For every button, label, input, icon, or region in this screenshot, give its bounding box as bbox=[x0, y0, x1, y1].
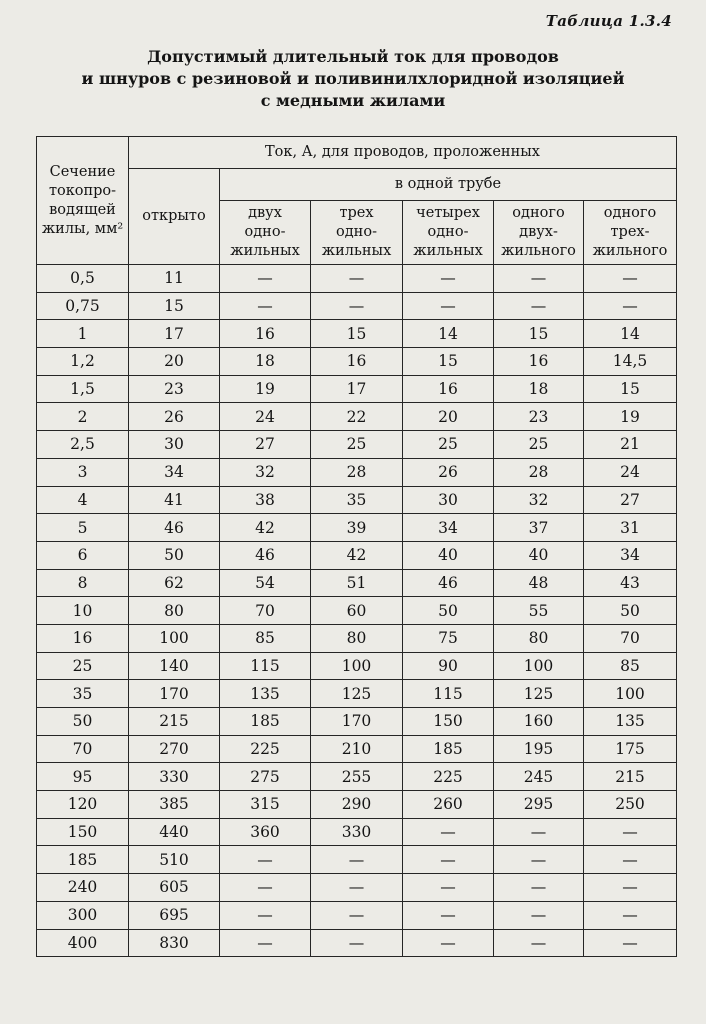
one-two-core-cell: — bbox=[494, 874, 584, 902]
four-single-cell: — bbox=[403, 292, 494, 320]
open-cell: 440 bbox=[129, 818, 220, 846]
four-single-cell: 30 bbox=[403, 486, 494, 514]
open-cell: 385 bbox=[129, 791, 220, 819]
four-single-cell: 34 bbox=[403, 514, 494, 542]
three-single-cell: — bbox=[311, 929, 403, 957]
two-single-cell: 360 bbox=[220, 818, 311, 846]
open-cell: 46 bbox=[129, 514, 220, 542]
open-cell: 140 bbox=[129, 652, 220, 680]
one-three-core-cell: 215 bbox=[584, 763, 677, 791]
one-two-core-cell: — bbox=[494, 292, 584, 320]
four-single-cell: 40 bbox=[403, 541, 494, 569]
three-single-cell: 170 bbox=[311, 708, 403, 736]
one-two-core-cell: — bbox=[494, 901, 584, 929]
one-three-core-cell: — bbox=[584, 929, 677, 957]
two-single-cell: 135 bbox=[220, 680, 311, 708]
one-three-core-cell: 85 bbox=[584, 652, 677, 680]
one-two-core-cell: 245 bbox=[494, 763, 584, 791]
four-single-cell: 150 bbox=[403, 708, 494, 736]
four-single-cell: 185 bbox=[403, 735, 494, 763]
one-two-core-cell: — bbox=[494, 818, 584, 846]
section-cell: 150 bbox=[37, 818, 129, 846]
section-cell: 4 bbox=[37, 486, 129, 514]
two-single-cell: 32 bbox=[220, 458, 311, 486]
one-three-core-cell: 14,5 bbox=[584, 348, 677, 376]
four-single-cell: 14 bbox=[403, 320, 494, 348]
four-single-cell: 20 bbox=[403, 403, 494, 431]
two-single-cell: — bbox=[220, 292, 311, 320]
section-cell: 25 bbox=[37, 652, 129, 680]
table-row bbox=[37, 929, 677, 957]
header-in-pipe: в одной трубе bbox=[220, 169, 677, 201]
open-cell: 62 bbox=[129, 569, 220, 597]
table-title bbox=[0, 46, 706, 112]
open-cell: 330 bbox=[129, 763, 220, 791]
section-cell: 6 bbox=[37, 541, 129, 569]
section-cell: 400 bbox=[37, 929, 129, 957]
three-single-cell: 25 bbox=[311, 431, 403, 459]
two-single-cell: 24 bbox=[220, 403, 311, 431]
two-single-cell: 19 bbox=[220, 375, 311, 403]
one-two-core-cell: 80 bbox=[494, 624, 584, 652]
one-three-core-cell: 24 bbox=[584, 458, 677, 486]
one-two-core-cell: — bbox=[494, 929, 584, 957]
one-two-core-cell: 40 bbox=[494, 541, 584, 569]
open-cell: 215 bbox=[129, 708, 220, 736]
section-cell: 16 bbox=[37, 624, 129, 652]
section-cell: 0,75 bbox=[37, 292, 129, 320]
table-row bbox=[37, 403, 677, 431]
one-two-core-cell: 195 bbox=[494, 735, 584, 763]
two-single-cell: 38 bbox=[220, 486, 311, 514]
one-two-core-cell: 48 bbox=[494, 569, 584, 597]
four-single-cell: 26 bbox=[403, 458, 494, 486]
open-cell: 15 bbox=[129, 292, 220, 320]
current-table-wrapper bbox=[36, 136, 677, 957]
one-three-core-cell: 250 bbox=[584, 791, 677, 819]
section-cell: 300 bbox=[37, 901, 129, 929]
three-single-cell: 17 bbox=[311, 375, 403, 403]
open-cell: 26 bbox=[129, 403, 220, 431]
section-cell: 1,2 bbox=[37, 348, 129, 376]
header-open: открыто bbox=[129, 169, 220, 265]
three-single-cell: 16 bbox=[311, 348, 403, 376]
two-single-cell: 70 bbox=[220, 597, 311, 625]
section-cell: 0,5 bbox=[37, 265, 129, 293]
three-single-cell: — bbox=[311, 846, 403, 874]
three-single-cell: 100 bbox=[311, 652, 403, 680]
open-cell: 20 bbox=[129, 348, 220, 376]
open-cell: 170 bbox=[129, 680, 220, 708]
section-cell: 2,5 bbox=[37, 431, 129, 459]
one-three-core-cell: — bbox=[584, 901, 677, 929]
three-single-cell: — bbox=[311, 901, 403, 929]
header-col-two-single: двух одно- жильных bbox=[220, 201, 311, 265]
four-single-cell: 50 bbox=[403, 597, 494, 625]
four-single-cell: 25 bbox=[403, 431, 494, 459]
one-three-core-cell: — bbox=[584, 292, 677, 320]
one-three-core-cell: 14 bbox=[584, 320, 677, 348]
two-single-cell: 225 bbox=[220, 735, 311, 763]
table-row bbox=[37, 735, 677, 763]
three-single-cell: 35 bbox=[311, 486, 403, 514]
three-single-cell: 42 bbox=[311, 541, 403, 569]
section-cell: 50 bbox=[37, 708, 129, 736]
two-single-cell: 27 bbox=[220, 431, 311, 459]
section-cell: 1 bbox=[37, 320, 129, 348]
current-table bbox=[36, 136, 677, 957]
three-single-cell: — bbox=[311, 292, 403, 320]
table-row bbox=[37, 597, 677, 625]
one-two-core-cell: 16 bbox=[494, 348, 584, 376]
header-col-four-single: четырех одно- жильных bbox=[403, 201, 494, 265]
four-single-cell: 46 bbox=[403, 569, 494, 597]
table-row bbox=[37, 624, 677, 652]
table-body bbox=[37, 265, 677, 957]
open-cell: 80 bbox=[129, 597, 220, 625]
table-row bbox=[37, 680, 677, 708]
one-three-core-cell: 21 bbox=[584, 431, 677, 459]
title-line-1: Допустимый длительный ток для проводов bbox=[147, 47, 559, 66]
four-single-cell: — bbox=[403, 874, 494, 902]
table-row bbox=[37, 791, 677, 819]
two-single-cell: — bbox=[220, 901, 311, 929]
three-single-cell: 80 bbox=[311, 624, 403, 652]
table-row bbox=[37, 818, 677, 846]
two-single-cell: — bbox=[220, 874, 311, 902]
two-single-cell: 16 bbox=[220, 320, 311, 348]
four-single-cell: — bbox=[403, 929, 494, 957]
open-cell: 270 bbox=[129, 735, 220, 763]
one-two-core-cell: 37 bbox=[494, 514, 584, 542]
section-cell: 1,5 bbox=[37, 375, 129, 403]
one-three-core-cell: 50 bbox=[584, 597, 677, 625]
four-single-cell: 75 bbox=[403, 624, 494, 652]
section-cell: 2 bbox=[37, 403, 129, 431]
three-single-cell: 51 bbox=[311, 569, 403, 597]
two-single-cell: 275 bbox=[220, 763, 311, 791]
three-single-cell: 210 bbox=[311, 735, 403, 763]
open-cell: 50 bbox=[129, 541, 220, 569]
open-cell: 34 bbox=[129, 458, 220, 486]
one-three-core-cell: — bbox=[584, 846, 677, 874]
one-two-core-cell: 25 bbox=[494, 431, 584, 459]
one-three-core-cell: 27 bbox=[584, 486, 677, 514]
one-two-core-cell: 28 bbox=[494, 458, 584, 486]
two-single-cell: 115 bbox=[220, 652, 311, 680]
one-two-core-cell: 32 bbox=[494, 486, 584, 514]
one-two-core-cell: 295 bbox=[494, 791, 584, 819]
table-row bbox=[37, 569, 677, 597]
one-three-core-cell: 31 bbox=[584, 514, 677, 542]
one-three-core-cell: 34 bbox=[584, 541, 677, 569]
title-line-3: с медными жилами bbox=[260, 91, 446, 110]
table-row bbox=[37, 652, 677, 680]
table-row bbox=[37, 763, 677, 791]
section-cell: 3 bbox=[37, 458, 129, 486]
two-single-cell: — bbox=[220, 929, 311, 957]
one-three-core-cell: — bbox=[584, 874, 677, 902]
table-row bbox=[37, 320, 677, 348]
four-single-cell: — bbox=[403, 901, 494, 929]
three-single-cell: 60 bbox=[311, 597, 403, 625]
table-row bbox=[37, 458, 677, 486]
table-row bbox=[37, 541, 677, 569]
one-two-core-cell: — bbox=[494, 265, 584, 293]
table-row bbox=[37, 375, 677, 403]
three-single-cell: — bbox=[311, 874, 403, 902]
two-single-cell: 54 bbox=[220, 569, 311, 597]
section-cell: 8 bbox=[37, 569, 129, 597]
open-cell: 41 bbox=[129, 486, 220, 514]
three-single-cell: 330 bbox=[311, 818, 403, 846]
three-single-cell: 28 bbox=[311, 458, 403, 486]
three-single-cell: 39 bbox=[311, 514, 403, 542]
one-two-core-cell: 100 bbox=[494, 652, 584, 680]
open-cell: 23 bbox=[129, 375, 220, 403]
one-two-core-cell: — bbox=[494, 846, 584, 874]
title-line-2: и шнуров с резиновой и поливинилхлоридной изоляцией bbox=[81, 69, 625, 88]
open-cell: 100 bbox=[129, 624, 220, 652]
four-single-cell: — bbox=[403, 818, 494, 846]
two-single-cell: 85 bbox=[220, 624, 311, 652]
section-cell: 240 bbox=[37, 874, 129, 902]
open-cell: 605 bbox=[129, 874, 220, 902]
four-single-cell: — bbox=[403, 265, 494, 293]
one-three-core-cell: 19 bbox=[584, 403, 677, 431]
one-three-core-cell: — bbox=[584, 818, 677, 846]
table-row bbox=[37, 348, 677, 376]
table-row bbox=[37, 901, 677, 929]
three-single-cell: — bbox=[311, 265, 403, 293]
section-cell: 95 bbox=[37, 763, 129, 791]
open-cell: 30 bbox=[129, 431, 220, 459]
table-row bbox=[37, 265, 677, 293]
section-cell: 5 bbox=[37, 514, 129, 542]
one-two-core-cell: 125 bbox=[494, 680, 584, 708]
one-two-core-cell: 160 bbox=[494, 708, 584, 736]
one-three-core-cell: 100 bbox=[584, 680, 677, 708]
table-row bbox=[37, 514, 677, 542]
header-current: Ток, А, для проводов, проложенных bbox=[129, 137, 677, 169]
one-two-core-cell: 18 bbox=[494, 375, 584, 403]
four-single-cell: 90 bbox=[403, 652, 494, 680]
two-single-cell: 42 bbox=[220, 514, 311, 542]
four-single-cell: 15 bbox=[403, 348, 494, 376]
one-three-core-cell: 70 bbox=[584, 624, 677, 652]
table-row bbox=[37, 431, 677, 459]
one-three-core-cell: — bbox=[584, 265, 677, 293]
header-col-one-three-core: одного трех- жильного bbox=[584, 201, 677, 265]
section-cell: 120 bbox=[37, 791, 129, 819]
section-cell: 35 bbox=[37, 680, 129, 708]
three-single-cell: 125 bbox=[311, 680, 403, 708]
one-three-core-cell: 175 bbox=[584, 735, 677, 763]
three-single-cell: 15 bbox=[311, 320, 403, 348]
section-cell: 10 bbox=[37, 597, 129, 625]
section-cell: 70 bbox=[37, 735, 129, 763]
one-three-core-cell: 15 bbox=[584, 375, 677, 403]
table-caption: Таблица 1.3.4 bbox=[545, 12, 672, 30]
header-col-three-single: трех одно- жильных bbox=[311, 201, 403, 265]
four-single-cell: 115 bbox=[403, 680, 494, 708]
four-single-cell: — bbox=[403, 846, 494, 874]
header-col-one-two-core: одного двух- жильного bbox=[494, 201, 584, 265]
four-single-cell: 16 bbox=[403, 375, 494, 403]
two-single-cell: 185 bbox=[220, 708, 311, 736]
three-single-cell: 22 bbox=[311, 403, 403, 431]
section-cell: 185 bbox=[37, 846, 129, 874]
four-single-cell: 260 bbox=[403, 791, 494, 819]
open-cell: 510 bbox=[129, 846, 220, 874]
table-row bbox=[37, 874, 677, 902]
two-single-cell: — bbox=[220, 265, 311, 293]
one-three-core-cell: 135 bbox=[584, 708, 677, 736]
two-single-cell: 18 bbox=[220, 348, 311, 376]
three-single-cell: 290 bbox=[311, 791, 403, 819]
one-two-core-cell: 23 bbox=[494, 403, 584, 431]
table-row bbox=[37, 846, 677, 874]
table-row bbox=[37, 292, 677, 320]
two-single-cell: 315 bbox=[220, 791, 311, 819]
one-three-core-cell: 43 bbox=[584, 569, 677, 597]
two-single-cell: — bbox=[220, 846, 311, 874]
open-cell: 11 bbox=[129, 265, 220, 293]
three-single-cell: 255 bbox=[311, 763, 403, 791]
one-two-core-cell: 15 bbox=[494, 320, 584, 348]
open-cell: 17 bbox=[129, 320, 220, 348]
header-section: Сечение токопро- водящей жилы, мм² bbox=[37, 137, 129, 265]
one-two-core-cell: 55 bbox=[494, 597, 584, 625]
table-row bbox=[37, 486, 677, 514]
open-cell: 695 bbox=[129, 901, 220, 929]
two-single-cell: 46 bbox=[220, 541, 311, 569]
four-single-cell: 225 bbox=[403, 763, 494, 791]
open-cell: 830 bbox=[129, 929, 220, 957]
table-row bbox=[37, 708, 677, 736]
